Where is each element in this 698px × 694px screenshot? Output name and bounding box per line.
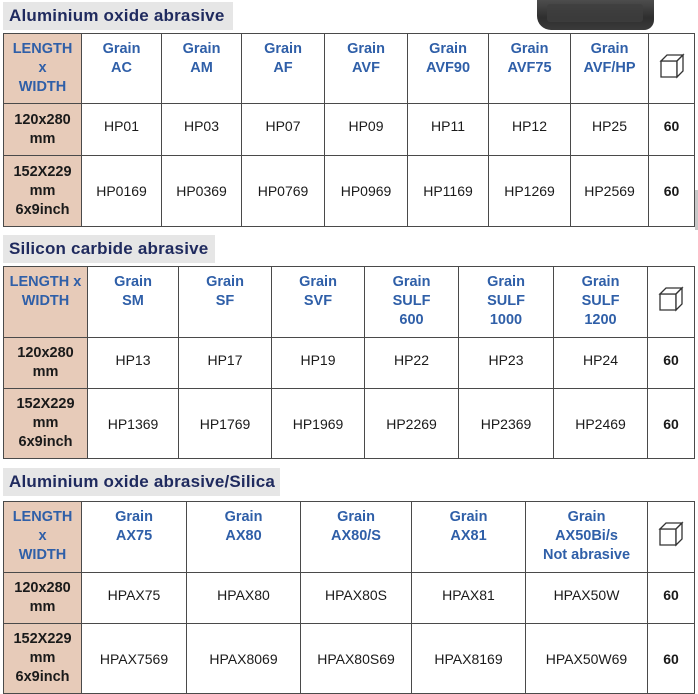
header-grain-avf-hp: Grain AVF/HP xyxy=(571,34,649,104)
header-dimension: LENGTH x WIDTH xyxy=(4,267,88,338)
box-icon xyxy=(657,520,685,548)
product-code: HP17 xyxy=(179,338,272,389)
product-image xyxy=(537,0,654,30)
header-grain-ax80-s: Grain AX80/S xyxy=(301,502,412,573)
product-code: HP07 xyxy=(242,104,325,156)
header-grain-ax75: Grain AX75 xyxy=(82,502,187,573)
product-code: HPAX8069 xyxy=(187,624,301,694)
product-code: HP11 xyxy=(408,104,489,156)
row-dimension: 152X229 mm 6x9inch xyxy=(4,389,88,459)
header-grain-ac: Grain AC xyxy=(82,34,162,104)
product-code: HP0369 xyxy=(162,156,242,227)
product-code: HP2369 xyxy=(459,389,554,459)
table-aluminium-oxide xyxy=(3,33,695,227)
table-silicon-carbide xyxy=(3,266,695,459)
product-code: HP2469 xyxy=(554,389,648,459)
product-code: HP1269 xyxy=(489,156,571,227)
product-code: HP03 xyxy=(162,104,242,156)
product-code: HPAX80S xyxy=(301,573,412,624)
box-icon xyxy=(658,52,686,80)
header-dimension: LENGTH x WIDTH xyxy=(4,502,82,573)
product-code: HP2569 xyxy=(571,156,649,227)
row-dimension: 120x280 mm xyxy=(4,338,88,389)
product-code: HP23 xyxy=(459,338,554,389)
product-code: HP13 xyxy=(88,338,179,389)
product-code: HPAX50W xyxy=(526,573,648,624)
table-aluminium-oxide-silica xyxy=(3,501,695,694)
product-code: HP22 xyxy=(365,338,459,389)
product-code: HP1369 xyxy=(88,389,179,459)
header-grain-sulf-600: Grain SULF 600 xyxy=(365,267,459,338)
product-code: HP0769 xyxy=(242,156,325,227)
product-code: HP09 xyxy=(325,104,408,156)
header-grain-ax80: Grain AX80 xyxy=(187,502,301,573)
table-row xyxy=(4,573,695,624)
product-code: HP01 xyxy=(82,104,162,156)
row-dimension: 120x280 mm xyxy=(4,104,82,156)
header-grain-avf75: Grain AVF75 xyxy=(489,34,571,104)
quantity: 60 xyxy=(648,624,695,694)
product-code: HP19 xyxy=(272,338,365,389)
section-title-aluminium-oxide-silica: Aluminium oxide abrasive/Silica xyxy=(3,468,280,496)
table-row xyxy=(4,338,695,389)
header-grain-sm: Grain SM xyxy=(88,267,179,338)
header-grain-avf: Grain AVF xyxy=(325,34,408,104)
row-dimension: 120x280 mm xyxy=(4,573,82,624)
table-row xyxy=(4,389,695,459)
table-row xyxy=(4,624,695,694)
product-code: HP0169 xyxy=(82,156,162,227)
product-code: HPAX80S69 xyxy=(301,624,412,694)
header-grain-ax50bi-s: Grain AX50Bi/s Not abrasive xyxy=(526,502,648,573)
header-quantity xyxy=(648,267,695,338)
quantity: 60 xyxy=(648,573,695,624)
section-title-aluminium-oxide: Aluminium oxide abrasive xyxy=(3,2,233,30)
header-quantity xyxy=(649,34,695,104)
product-code: HPAX8169 xyxy=(412,624,526,694)
header-quantity xyxy=(648,502,695,573)
quantity: 60 xyxy=(649,156,695,227)
header-dimension: LENGTH x WIDTH xyxy=(4,34,82,104)
header-grain-sulf-1200: Grain SULF 1200 xyxy=(554,267,648,338)
product-code: HP0969 xyxy=(325,156,408,227)
product-code: HP1169 xyxy=(408,156,489,227)
table-row xyxy=(4,156,695,227)
header-grain-af: Grain AF xyxy=(242,34,325,104)
product-code: HP1769 xyxy=(179,389,272,459)
product-code: HPAX7569 xyxy=(82,624,187,694)
product-code: HP12 xyxy=(489,104,571,156)
header-grain-svf: Grain SVF xyxy=(272,267,365,338)
header-grain-sulf-1000: Grain SULF 1000 xyxy=(459,267,554,338)
row-dimension: 152X229 mm 6x9inch xyxy=(4,624,82,694)
header-grain-avf90: Grain AVF90 xyxy=(408,34,489,104)
product-code: HP24 xyxy=(554,338,648,389)
header-grain-sf: Grain SF xyxy=(179,267,272,338)
header-grain-am: Grain AM xyxy=(162,34,242,104)
product-code: HPAX81 xyxy=(412,573,526,624)
product-code: HP2269 xyxy=(365,389,459,459)
product-code: HP1969 xyxy=(272,389,365,459)
table-row xyxy=(4,104,695,156)
row-dimension: 152X229 mm 6x9inch xyxy=(4,156,82,227)
product-code: HPAX80 xyxy=(187,573,301,624)
quantity: 60 xyxy=(648,389,695,459)
section-title-silicon-carbide: Silicon carbide abrasive xyxy=(3,235,215,263)
box-icon xyxy=(657,285,685,313)
quantity: 60 xyxy=(649,104,695,156)
header-grain-ax81: Grain AX81 xyxy=(412,502,526,573)
product-code: HPAX75 xyxy=(82,573,187,624)
product-code: HPAX50W69 xyxy=(526,624,648,694)
quantity: 60 xyxy=(648,338,695,389)
product-code: HP25 xyxy=(571,104,649,156)
